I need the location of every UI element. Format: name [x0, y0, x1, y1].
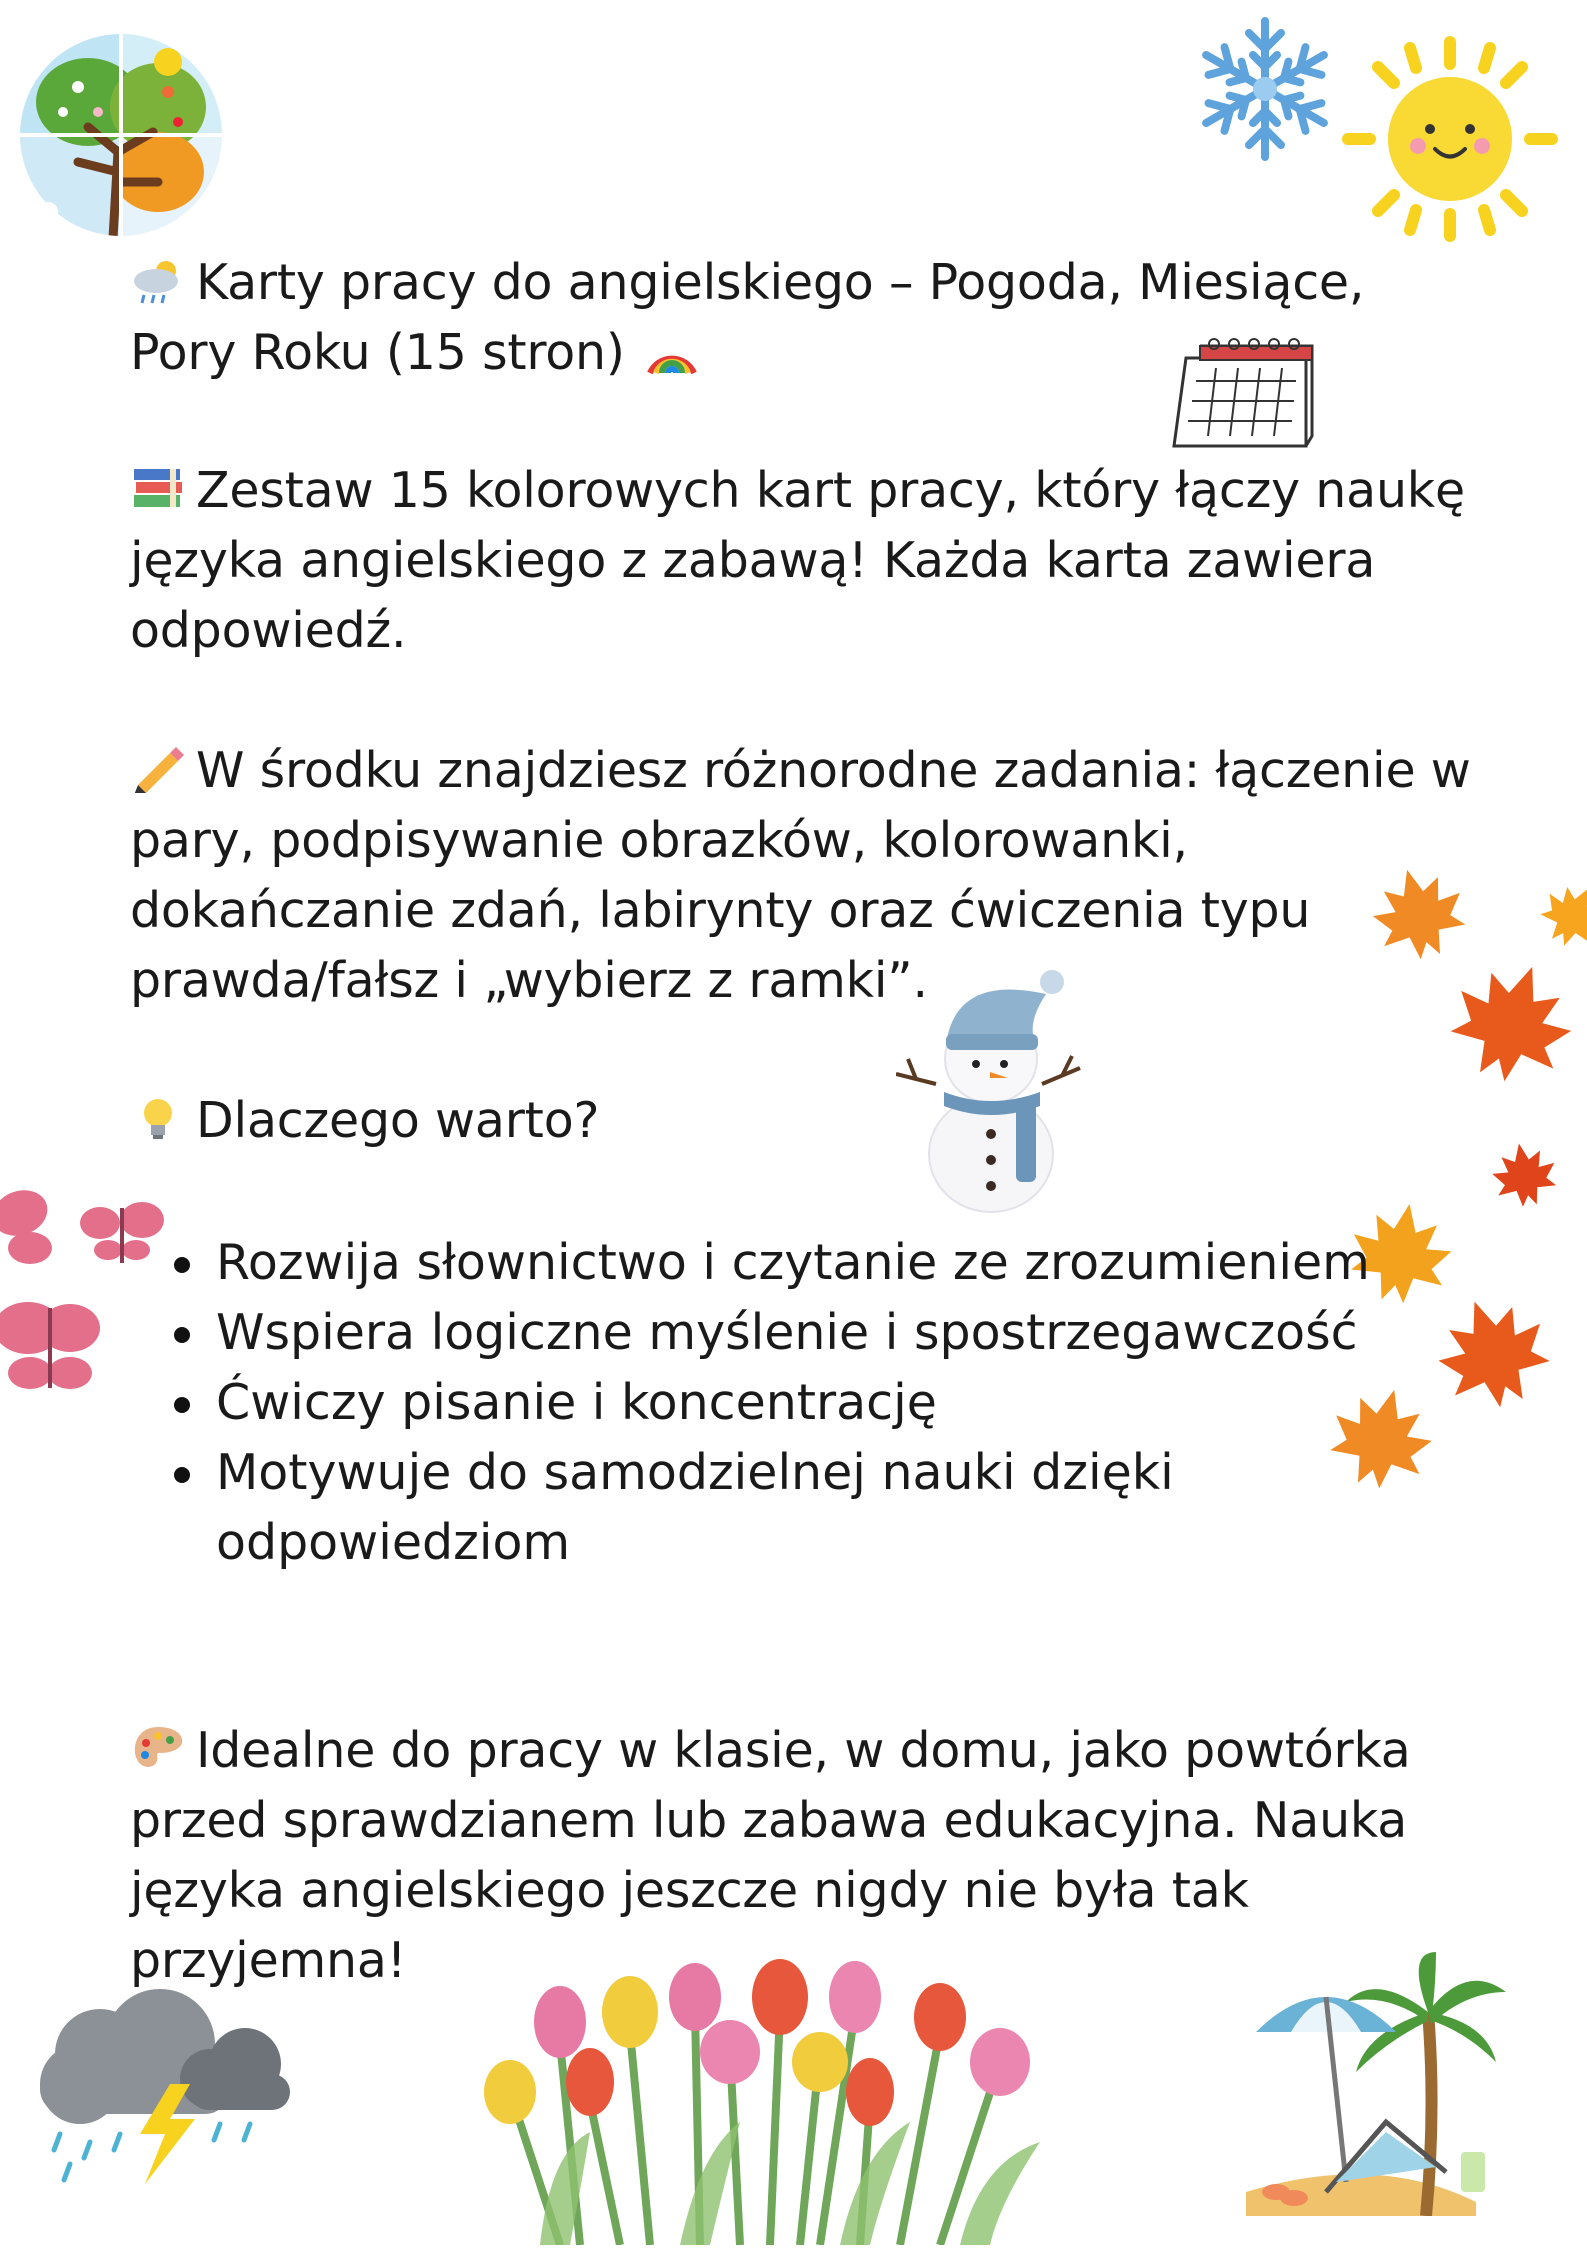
outro-paragraph [130, 1716, 1480, 1996]
light-bulb-icon [130, 1092, 186, 1142]
why-heading [130, 1086, 1480, 1156]
list-item: Wspiera logiczne myślenie i spostrzegawczość [216, 1298, 1416, 1368]
sun-icon [1340, 34, 1560, 244]
pencil-icon [130, 742, 186, 792]
tasks-text: W środku znajdziesz różnorodne zadania: łączenie w pary, podpisywanie obrazków, kolorowanki, dokańczanie zdań, labirynty oraz ćwiczenia typu prawda/fałsz i „wybierz z ramki”. [130, 742, 1471, 1009]
storm-cloud-icon [20, 1984, 304, 2184]
list-item: Rozwija słownictwo i czytanie ze zrozumieniem [216, 1228, 1416, 1298]
rain-cloud-icon [130, 254, 186, 304]
four-seasons-tree-icon [18, 32, 224, 238]
palette-icon [130, 1722, 186, 1772]
intro-paragraph [130, 456, 1480, 666]
list-item: Ćwiczy pisanie i koncentrację [216, 1368, 1416, 1438]
intro-text: Zestaw 15 kolorowych kart pracy, który łączy naukę języka angielskiego z zabawą! Każda karta zawiera odpowiedź. [130, 462, 1465, 659]
outro-text: Idealne do pracy w klasie, w domu, jako powtórka przed sprawdzianem lub zabawa edukacyjna. Nauka języka angielskiego jeszcze nigdy nie była tak przyjemna! [130, 1722, 1411, 1989]
benefits-list [216, 1228, 1416, 1578]
rainbow-icon [644, 324, 700, 374]
books-icon [130, 462, 186, 512]
snowflake-icon [1180, 14, 1350, 164]
title [130, 248, 1480, 388]
title-text: Karty pracy do angielskiego – Pogoda, Miesiące, Pory Roku (15 stron) [130, 254, 1365, 381]
why-heading-text: Dlaczego warto? [196, 1092, 600, 1149]
butterflies-icon [0, 1178, 170, 1408]
tasks-paragraph [130, 736, 1480, 1016]
list-item: Motywuje do samodzielnej nauki dzięki odpowiedziom [216, 1438, 1196, 1578]
